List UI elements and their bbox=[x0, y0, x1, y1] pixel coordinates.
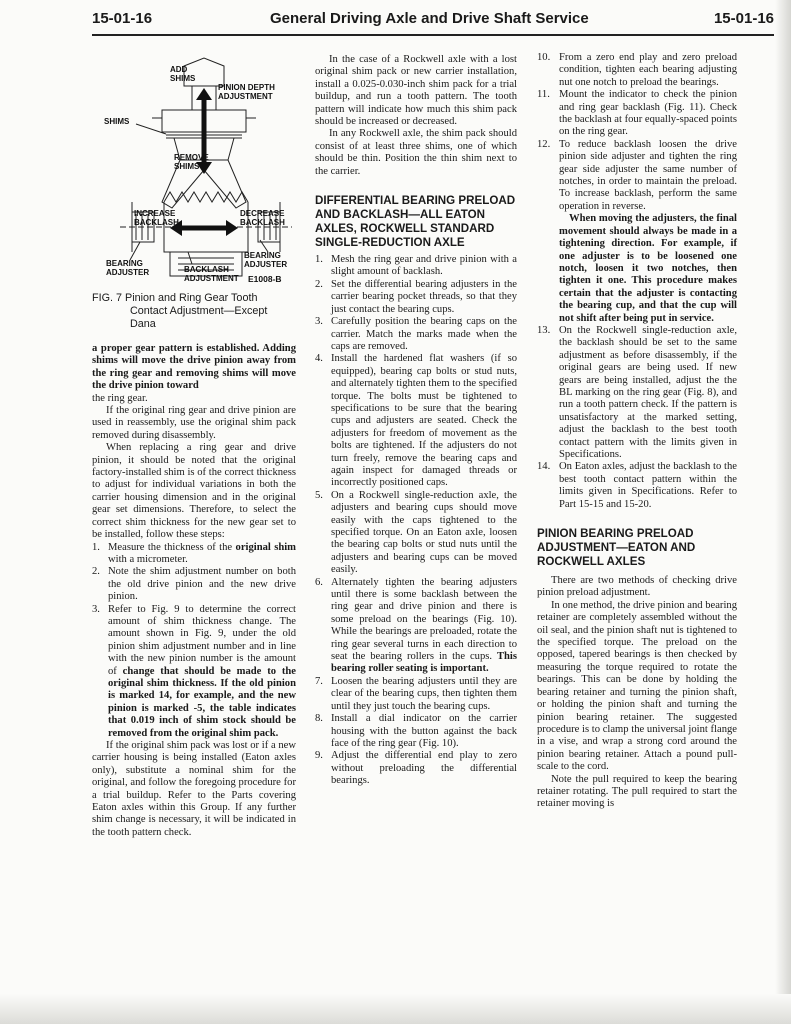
column-1 bbox=[92, 52, 296, 839]
label-decrease-backlash-text: DECREASE bbox=[240, 209, 285, 218]
list-item bbox=[315, 353, 517, 489]
page-bottom-shadow bbox=[0, 994, 791, 1024]
step-number: 1. bbox=[92, 541, 100, 553]
list-item bbox=[315, 713, 517, 750]
step-text: Adjust the differential end play to zero without preloading the differential bearings. bbox=[331, 750, 517, 787]
col3-paragraph-1: There are two methods of checking drive pinion preload adjustment. bbox=[537, 575, 737, 599]
col1-paragraph-2: If the original ring gear and drive pinion are used in reassembly, use the original shim pack removed during disassembly. bbox=[92, 405, 296, 441]
step-text: Mesh the ring gear and drive pinion with a slight amount of backlash. bbox=[331, 254, 517, 278]
step-number: 11. bbox=[537, 89, 550, 101]
list-item bbox=[315, 750, 517, 787]
column-2 bbox=[315, 54, 517, 788]
caption-line-2: Contact Adjustment—Except bbox=[130, 305, 268, 317]
header-rule bbox=[92, 34, 774, 36]
list-item bbox=[315, 316, 517, 353]
step-number: 5. bbox=[315, 489, 323, 501]
list-item bbox=[315, 279, 517, 316]
label-bearing-adjuster-left-text: BEARING bbox=[106, 259, 143, 268]
col2-paragraph-2: In any Rockwell axle, the shim pack should consist of at least three shims, one of which should be thin. Position the thin shim next to the carrier. bbox=[315, 128, 517, 177]
step-text: Mount the indicator to check the pinion and ring gear backlash (Fig. 11). Check the backlash at four equally-spaced points on the ring gear. bbox=[559, 89, 737, 138]
page-number-left: 15-01-16 bbox=[92, 10, 153, 27]
step-number: 14. bbox=[537, 461, 551, 473]
step-text: On a Rockwell single-reduction axle, the adjusters and bearing cups should move easily with the caps tightened to the specified torque. On an Eaton axle, loosen the bearing cap bolts or stud nuts until the adjusters and bearing cups can be moved easily. bbox=[331, 489, 517, 576]
list-item bbox=[537, 461, 737, 511]
step-text: Set the differential bearing adjusters in the carrier bearing pocket threads, so that they just contact the bearing cups. bbox=[331, 278, 517, 315]
step-number: 3. bbox=[315, 316, 323, 328]
step-number: 3. bbox=[92, 603, 100, 615]
step-text: On Eaton axles, adjust the backlash to the best tooth contact pattern within the limits given in Specifications. Refer to Part 15-15 and 15-20. bbox=[559, 461, 737, 510]
label-increase-backlash-text-line: BACKLASH bbox=[134, 218, 179, 227]
caption-line-1: FIG. 7 Pinion and Ring Gear Tooth bbox=[92, 292, 258, 304]
step-text: Alternately tighten the bearing adjusters until there is some backlash between the ring gear and drive pinion and there is some preload on the bearings (Fig. 10). While the bearings are preloaded, rotate the ring gear several turns in each direction to seat the bearing rollers in the cups. bbox=[331, 576, 517, 663]
step-text: Install the hardened flat washers (if so equipped), bearing cap bolts or stud nuts, and alternately tighten them to the specified torque. The bolts must be tightened to specifications to be sure that the bearing cups and adjusters are seated. Check the adjusters for freedom of movement as the bolts are tightened. If the adjusters do not turn freely, remove the bearing caps and again inspect for damaged threads or incorrectly positioned caps. bbox=[331, 353, 517, 489]
step-number: 8. bbox=[315, 713, 323, 725]
label-shims: SHIMS bbox=[104, 117, 130, 126]
col1-paragraph-1: a proper gear pattern is established. Adding shims will move the drive pinion away from the ring gear and removing shims will move the drive pinion toward bbox=[92, 343, 296, 392]
step-bold-text: change that should be made to the original shim thickness. If the old pinion is marked 14, for example, and the new pinion is marked -5, the table indicates that 0.019 inch of shim stock should be removed from the original shim pack. bbox=[108, 665, 296, 739]
step-number: 7. bbox=[315, 675, 323, 687]
list-item bbox=[315, 577, 517, 676]
col2-steps bbox=[315, 254, 517, 787]
step-number: 12. bbox=[537, 138, 551, 150]
gear-adjustment-diagram bbox=[92, 52, 296, 288]
page-number-right: 15-01-16 bbox=[713, 10, 774, 27]
list-item bbox=[92, 566, 296, 603]
step-text: From a zero end play and zero preload condition, tighten each bearing adjusting nut one notch to preload the bearings. bbox=[559, 52, 737, 88]
list-item bbox=[537, 52, 737, 89]
step-number: 1. bbox=[315, 254, 323, 266]
step-text: Loosen the bearing adjusters until they are clear of the bearing cups, then tighten them until they just touch the bearing cups. bbox=[331, 675, 517, 712]
list-item bbox=[537, 139, 737, 213]
step-text: Refer to Fig. 9 to determine the correct amount of shim thickness change. The amount shown in Fig. 9, under the old pinion shim adjustment number and in line with the new pinion number is the amount of bbox=[108, 603, 296, 677]
list-item bbox=[537, 89, 737, 139]
col1-paragraph-3: When replacing a ring gear and drive pinion, it should be noted that the original factory-installed shim is of the correct thickness to adjust for individual variations in both the carrier housing dimension and in the original gear set dimensions. Therefore, to select the correct shim thickness for the new gear set to be installed, follow these steps: bbox=[92, 442, 296, 541]
step-number: 9. bbox=[315, 750, 323, 762]
label-decrease-backlash-text-line: BACKLASH bbox=[240, 218, 285, 227]
col1-steps bbox=[92, 542, 296, 741]
step-bold-text: original shim bbox=[235, 541, 296, 553]
label-increase-backlash-text: INCREASE bbox=[134, 209, 176, 218]
label-backlash-adjustment-text: BACKLASH bbox=[184, 265, 229, 274]
caption-line-3: Dana bbox=[130, 318, 156, 330]
step-number: 2. bbox=[315, 278, 323, 290]
label-backlash-adjustment bbox=[184, 265, 239, 283]
list-item bbox=[315, 676, 517, 713]
figure-caption bbox=[92, 292, 296, 331]
step-number: 4. bbox=[315, 353, 323, 365]
list-item bbox=[537, 325, 737, 461]
label-remove-shims-text-line: SHIMS bbox=[174, 162, 200, 171]
step-text: Carefully position the bearing caps on the carrier. Match the marks made when the caps are removed. bbox=[331, 316, 517, 352]
step-number: 6. bbox=[315, 576, 323, 588]
col1-paragraph-4: If the original shim pack was lost or if a new carrier housing is being installed (Eaton axles only), substitute a nominal shim for the original, and follow the foregoing procedure for a trial buildup. Refer to the Parts covering Eaton axles within this Group. If any further shim change is necessary, it will be indicated in the tooth pattern check. bbox=[92, 740, 296, 838]
step-bold-text: This bearing roller seating is important. bbox=[331, 651, 517, 675]
label-backlash-adjustment-text-line: ADJUSTMENT bbox=[184, 274, 239, 283]
label-decrease-backlash bbox=[240, 209, 285, 227]
label-pinion-depth-text: PINION DEPTH bbox=[218, 83, 275, 92]
label-pinion-depth bbox=[218, 83, 275, 101]
col2-paragraph-1: In the case of a Rockwell axle with a lost original shim pack or new carrier installation, install a 0.025-0.030-inch shim pack for a trial buildup, and run a tooth pattern. The tooth pattern will indicate how much this shim pack should be increased or decreased. bbox=[315, 54, 517, 128]
section-heading-differential: DIFFERENTIAL BEARING PRELOAD AND BACKLASH—ALL EATON AXLES, ROCKWELL STANDARD SINGLE-REDUCTION AXLE bbox=[315, 194, 516, 250]
step-text: Note the shim adjustment number on both the old drive pinion and the new drive pinion. bbox=[108, 566, 296, 603]
step-text: To reduce backlash loosen the drive pinion side adjuster and tighten the ring gear side adjuster the same number of notches, in order to maintain the preload. To increase backlash, perform the same operation in reverse. bbox=[559, 138, 737, 212]
step-text: On the Rockwell single-reduction axle, the backlash should be set to the same adjustment as before disassembly, if the original gears are being used. If new gears are being installed, adjust the the BL marking on the ring gear (Fig. 8), and run a tooth pattern check. If the pattern is unsatisfactory at the marked setting, adjust the backlash to the best tooth contact pattern with the limits given in Specifications. bbox=[559, 324, 737, 460]
section-heading-pinion: PINION BEARING PRELOAD ADJUSTMENT—EATON AND ROCKWELL AXLES bbox=[537, 527, 696, 569]
step-tail-text: with a micrometer. bbox=[108, 553, 188, 565]
label-bearing-adjuster-right bbox=[244, 251, 287, 269]
list-item bbox=[92, 604, 296, 740]
label-remove-shims-text: REMOVE bbox=[174, 153, 209, 162]
page-header bbox=[92, 8, 774, 32]
label-add-shims-text-line: SHIMS bbox=[170, 74, 196, 83]
list-item bbox=[315, 254, 517, 279]
col3-paragraph-2: In one method, the drive pinion and bearing retainer are completely assembled without the oil seal, and the pinion shaft nut is tightened to the specified torque. The preload on the opposed, tapered bearings is then checked by measuring the torque required to rotate the bearings. This can be done by holding the bearing retainer and turning the pinion shaft, or holding the pinion shaft and turning the pinion bearing retainer. The suggested procedure is to clamp the universal joint flange in a vise, and wrap a strong cord around the pinion bearing retainer. Attach a pound pull-scale to the cord. bbox=[537, 599, 737, 773]
step-text: Install a dial indicator on the carrier housing with the button against the back face of the ring gear (Fig. 10). bbox=[331, 713, 517, 749]
step-number: 2. bbox=[92, 566, 100, 578]
step-number: 13. bbox=[537, 324, 551, 336]
label-bearing-adjuster-right-text-line: ADJUSTER bbox=[244, 260, 288, 269]
adjuster-note: When moving the adjusters, the final movement should always be made in a tightening direction. For example, if one adjuster is to be loosened one notch, loosen it two notches, then tighten it one. This procedure makes certain that the adjuster is contacting the bearing cup, and that the cup will not shift after being put in service. bbox=[559, 213, 737, 324]
label-increase-backlash bbox=[134, 209, 179, 227]
page-title: General Driving Axle and Drive Shaft Service bbox=[270, 10, 589, 27]
step-number: 10. bbox=[537, 52, 551, 63]
list-item bbox=[92, 542, 296, 567]
step-text: Measure the thickness of the bbox=[108, 541, 236, 553]
column-3 bbox=[537, 52, 737, 811]
col3-steps-2 bbox=[537, 325, 737, 511]
label-bearing-adjuster-left-text-line: ADJUSTER bbox=[106, 268, 150, 277]
label-add-shims bbox=[170, 65, 196, 83]
page-edge-shadow bbox=[775, 0, 791, 1024]
col3-steps bbox=[537, 52, 737, 213]
figure-7 bbox=[92, 52, 296, 288]
figure-code: E1008-B bbox=[248, 274, 282, 284]
label-pinion-depth-text-line: ADJUSTMENT bbox=[218, 92, 273, 101]
label-add-shims-text: ADD bbox=[170, 65, 188, 74]
label-bearing-adjuster-right-text: BEARING bbox=[244, 251, 281, 260]
label-bearing-adjuster-left bbox=[106, 259, 149, 277]
list-item bbox=[315, 490, 517, 577]
col3-paragraph-3: Note the pull required to keep the bearing retainer rotating. The pull required to start the retainer moving is bbox=[537, 773, 737, 810]
col1-paragraph-1-tail: the ring gear. bbox=[92, 392, 148, 404]
